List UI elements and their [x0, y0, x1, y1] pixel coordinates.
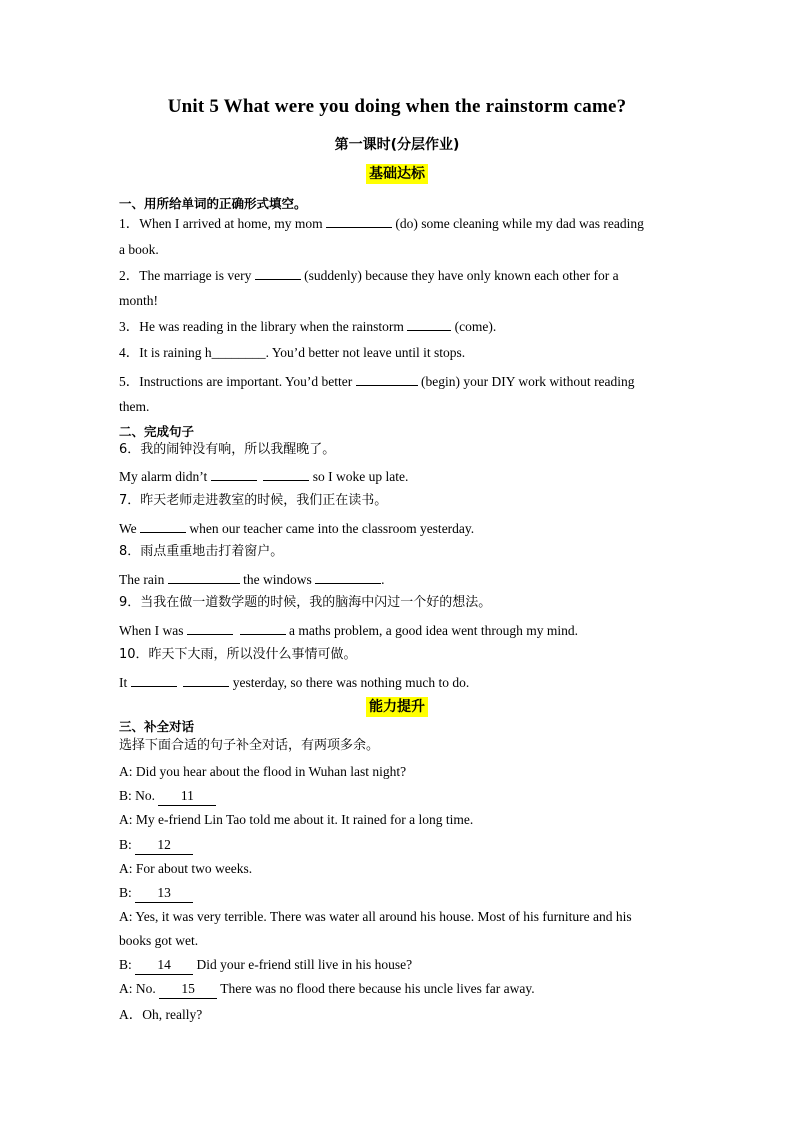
advanced-level-tag: 能力提升: [366, 697, 428, 717]
q5-text-b: (begin) your DIY work without reading: [417, 374, 635, 389]
q8-chinese: 8．雨点重重地击打着窗户。: [119, 544, 284, 559]
q2-blank[interactable]: [255, 266, 301, 280]
d4-speaker: B:: [119, 837, 136, 852]
q6-text-b: so I woke up late.: [309, 469, 409, 484]
q4-number: 4．: [119, 345, 140, 360]
question-7-english: [119, 519, 679, 538]
q1-text-a: When I arrived at home, my mom: [139, 216, 326, 231]
dialogue-line-1: A: Did you hear about the flood in Wuhan last night?: [119, 764, 407, 779]
q7-text-b: when our teacher came into the classroom yesterday.: [186, 521, 475, 536]
q7-chinese: 7．昨天老师走进教室的时候，我们正在读书。: [119, 493, 388, 508]
q8-blank-2[interactable]: [315, 570, 381, 584]
dialogue-line-9: [119, 980, 679, 999]
q3-blank[interactable]: [407, 317, 451, 331]
q3-text-b: (come).: [451, 319, 497, 334]
q9-chinese: 9．当我在做一道数学题的时候，我的脑海中闪过一个好的想法。: [119, 595, 492, 610]
q9-text-b: a maths problem, a good idea went through my mind.: [285, 623, 579, 638]
dialogue-line-7: A: Yes, it was very terrible. There was water all around his house. Most of his furniture and his: [119, 909, 632, 924]
dialogue-line-7b: books got wet.: [119, 933, 199, 948]
section1-heading: 一、用所给单词的正确形式填空。: [119, 196, 307, 211]
q8-blank-1[interactable]: [168, 570, 240, 584]
q5-text-c: them.: [119, 399, 150, 414]
section2-heading: 二、完成句子: [119, 424, 195, 439]
dialogue-line-4: [119, 836, 679, 855]
dialogue-line-2: [119, 787, 679, 806]
q5-blank[interactable]: [356, 372, 418, 386]
section3-heading: 三、补全对话: [119, 719, 195, 734]
q5-text-a: Instructions are important. You’d better: [139, 374, 356, 389]
d8-text: Did your e-friend still live in his house?: [193, 957, 413, 972]
blank-12[interactable]: 12: [135, 836, 193, 855]
q7-text-a: We: [119, 521, 141, 536]
d9-text: There was no flood there because his uncle lives far away.: [217, 981, 535, 996]
q9-blank-1[interactable]: [187, 621, 233, 635]
question-5-line1: [119, 372, 679, 391]
advanced-level-tag-wrap: [0, 697, 794, 717]
page-title: Unit 5 What were you doing when the rainstorm came?: [167, 96, 627, 117]
question-6-english: [119, 467, 679, 486]
question-8-english: [119, 570, 679, 589]
q1-text-c: a book.: [119, 242, 159, 257]
dialogue-line-3: A: My e-friend Lin Tao told me about it. It rained for a long time.: [119, 812, 474, 827]
d8-speaker: B:: [119, 957, 136, 972]
option-a: A．Oh, really?: [119, 1007, 203, 1022]
question-1-line1: [119, 214, 679, 233]
q10-text-a: It: [119, 675, 131, 690]
question-10-english: [119, 673, 679, 692]
basic-level-tag-wrap: [0, 164, 794, 184]
q2-text-c: month!: [119, 293, 158, 308]
q10-text-b: yesterday, so there was nothing much to do.: [229, 675, 470, 690]
q8-text-a: The rain: [119, 572, 168, 587]
q8-text-b: the windows: [239, 572, 316, 587]
q5-number: 5．: [119, 374, 140, 389]
q1-blank[interactable]: [326, 214, 392, 228]
q6-chinese: 6．我的闹钟没有响，所以我醒晚了。: [119, 442, 336, 457]
q6-blank-1[interactable]: [211, 467, 257, 481]
d6-speaker: B:: [119, 885, 136, 900]
q2-number: 2．: [119, 268, 140, 283]
d9-speaker: A: No.: [119, 981, 160, 996]
d2-speaker: B: No.: [119, 788, 159, 803]
blank-13[interactable]: 13: [135, 884, 193, 903]
question-4-line: [119, 344, 679, 362]
q3-number: 3．: [119, 319, 140, 334]
dialogue-line-8: [119, 956, 679, 975]
q10-blank-2[interactable]: [183, 673, 229, 687]
question-3-line: [119, 317, 679, 336]
q10-blank-1[interactable]: [131, 673, 177, 687]
q9-blank-2[interactable]: [240, 621, 286, 635]
dialogue-line-6: [119, 884, 679, 903]
q4-text-a: It is raining h________. You’d better not leave until it stops.: [139, 345, 466, 360]
q7-blank[interactable]: [140, 519, 186, 533]
q9-text-a: When I was: [119, 623, 187, 638]
dialogue-line-5: A: For about two weeks.: [119, 861, 253, 876]
page-subtitle: 第一课时(分层作业): [334, 137, 460, 153]
question-2-line1: [119, 266, 679, 285]
q1-number: 1．: [119, 216, 140, 231]
q10-chinese: 10．昨天下大雨，所以没什么事情可做。: [119, 647, 357, 662]
question-9-english: [119, 621, 679, 640]
section3-instruction: 选择下面合适的句子补全对话，有两项多余。: [119, 738, 380, 753]
q3-text-a: He was reading in the library when the rainstorm: [139, 319, 408, 334]
q6-text-a: My alarm didn’t: [119, 469, 211, 484]
q1-text-b: (do) some cleaning while my dad was reading: [391, 216, 644, 231]
q8-text-c: .: [381, 572, 385, 587]
blank-15[interactable]: 15: [159, 980, 217, 999]
q6-blank-2[interactable]: [263, 467, 309, 481]
blank-11[interactable]: 11: [158, 787, 216, 806]
basic-level-tag: 基础达标: [366, 164, 428, 184]
q2-text-a: The marriage is very: [139, 268, 255, 283]
q2-text-b: (suddenly) because they have only known each other for a: [300, 268, 619, 283]
blank-14[interactable]: 14: [135, 956, 193, 975]
